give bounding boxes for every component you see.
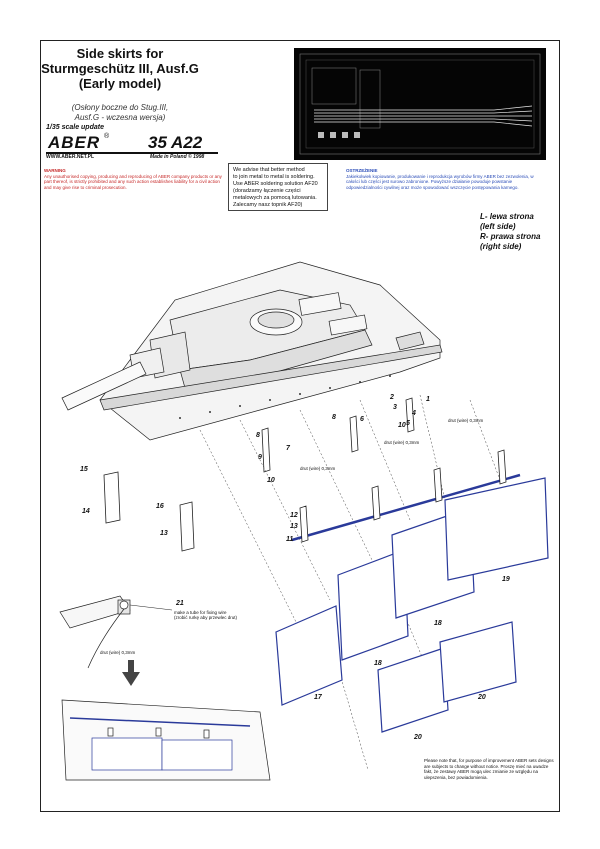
skirt-plate-19 [445, 478, 548, 580]
part-label: 14 [82, 508, 90, 515]
aber-logo: ABER [48, 133, 101, 152]
wire-note: drut (wire) 0,3mm [300, 466, 336, 471]
part-label: 17 [314, 694, 322, 701]
part-label: 20 [414, 734, 422, 741]
part-label: 19 [502, 576, 510, 583]
part-label: 2 [390, 394, 394, 401]
ostrzezenie-text: Jakiekolwiek kopiowanie, produkowanie i reprodukcja wyrobów firmy ABER bez zezwolenia, w całości lub części jest surowo zabronione. Powyższe działanie powoduje powstanie odpowiedzialności cywilnej oraz może spowodować wszczęcie postępowania karnego. [346, 173, 534, 190]
part-label: 4 [412, 410, 416, 417]
footer-note: Please note that, for purpose of improvement ABER sets designs are subjects to change without notice. Proszę mieć na uwadze fakt, że zestawy ABER mogą ulec zmianie ze względu na ulepszenia, bez powiadomienia. [424, 758, 554, 780]
made-in-label: Made in Poland © 1998 [150, 154, 205, 160]
legend-left: L- lewa strona [480, 212, 534, 221]
advice-line: We advise that better method [233, 167, 305, 173]
legend-left-en: (left side) [480, 222, 516, 231]
stug-hull-drawing [62, 262, 442, 440]
step21-line: (zrobić rurkę aby przewlec drut) [174, 615, 238, 620]
advice-line: to join metal to metal is soldering. [233, 174, 315, 180]
part-label: 11 [286, 536, 294, 543]
wire-note: drut (wire) 0,3mm [384, 440, 420, 445]
part-label: 12 [290, 512, 298, 519]
part-label: 6 [360, 416, 364, 423]
part-label: 10 [398, 422, 406, 429]
title-line: Sturmgeschütz III, Ausf.G [41, 61, 199, 76]
skirt-plate-20a [378, 648, 448, 732]
part-label: 7 [286, 445, 290, 452]
part-label: 21 [176, 600, 184, 607]
part-label: 5 [406, 420, 410, 427]
product-code: 35 A22 [148, 133, 203, 152]
advice-line: Use ABER soldering solution AF20 [233, 181, 318, 187]
part-label: 3 [393, 404, 397, 411]
part-label: 13 [290, 523, 298, 530]
wire-note: drut (wire) 0,3mm [100, 650, 136, 655]
step21-instruction [174, 610, 254, 620]
registered-mark: ® [104, 133, 110, 140]
warning-text: Any unauthorised copying, producing and reproducing of ABER company products or any part thereof, is strictly prohibited and any such action establishes liability for a civil action and may give rise to criminal prosecution. [44, 173, 222, 190]
ostrzezenie-heading: OSTRZEŻENIE [346, 168, 378, 173]
part-label: 15 [80, 466, 88, 473]
advice-line: metalowych za pomocą lutowania. [233, 195, 317, 201]
step21-detail [60, 596, 172, 668]
bottom-detail-view [62, 700, 270, 780]
warning-heading: WARNING [44, 168, 66, 173]
legend-right: R- prawa strona [480, 232, 541, 241]
part-label: 20 [478, 694, 486, 701]
legend-right-en: (right side) [480, 242, 522, 251]
advice-line: (doradzamy łączenie części [233, 188, 301, 194]
wire-note: drut (wire) 0,3mm [448, 418, 484, 423]
step21-line: make a tube for fixing wire [174, 610, 227, 615]
skirt-plate-20b [440, 622, 516, 702]
subtitle-line: Ausf.G - wczesna wersja) [74, 113, 166, 122]
part-label: 10 [267, 477, 275, 484]
subtitle-line: (Osłony boczne do Stug.III, [71, 103, 169, 112]
skirt-plate-17 [276, 606, 342, 705]
title-line: (Early model) [78, 76, 162, 91]
advice-line: Zalecamy nasz topnik AF20) [233, 202, 303, 208]
part-label: 18 [434, 620, 442, 627]
scale-label: 1/35 scale update [46, 124, 104, 131]
down-arrow-icon [122, 660, 140, 686]
website-link[interactable]: WWW.ABER.NET.PL [46, 154, 95, 160]
part-label: 8 [332, 414, 336, 421]
part-label: 1 [426, 396, 430, 403]
part-label: 9 [258, 454, 262, 461]
part-label: 8 [256, 432, 260, 439]
part-label: 16 [156, 503, 164, 510]
part-label: 18 [374, 660, 382, 667]
title-line: Side skirts for [76, 46, 164, 61]
part-label: 13 [160, 530, 168, 537]
